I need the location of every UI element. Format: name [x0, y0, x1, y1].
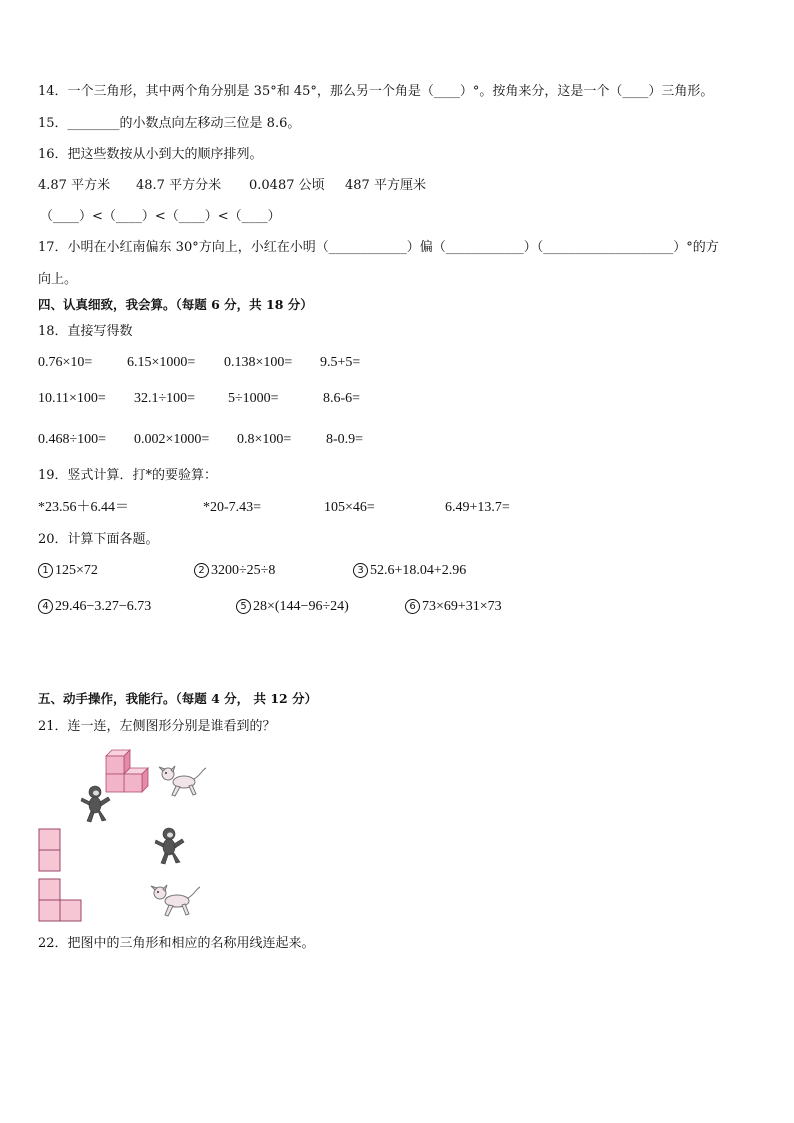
expr-item: [353, 563, 466, 578]
q16-item: 48.7 平方分米: [136, 178, 222, 193]
question-18-title: 18．直接写得数: [38, 324, 133, 339]
expr-text: 73×69+31×73: [422, 599, 502, 614]
expr-text: 29.46−3.27−6.73: [55, 599, 152, 614]
calc-item: 0.76×10=: [38, 355, 93, 370]
circled-number: 3: [353, 563, 368, 578]
expr-item: [38, 599, 151, 614]
q16-item: 487 平方厘米: [345, 178, 426, 193]
expr-text: 28×(144−96÷24): [253, 599, 349, 614]
question-16-title: 16．把这些数按从小到大的顺序排列。: [38, 147, 263, 162]
circled-number: 2: [194, 563, 209, 578]
expr-text: 52.6+18.04+2.96: [370, 563, 467, 578]
circled-number: 1: [38, 563, 53, 578]
question-14: 14．一个三角形，其中两个角分别是 35°和 45°，那么另一个角是（____）°。按角来分，这是一个（____）三角形。: [38, 84, 714, 99]
two-squares-figure: [38, 828, 62, 872]
expr-item: [38, 563, 98, 578]
calc-item: 105×46=: [324, 500, 375, 515]
calc-item: 5÷1000=: [228, 391, 279, 406]
expr-item: [194, 563, 275, 578]
dog-icon: [158, 762, 208, 800]
monkey-icon: [80, 784, 114, 824]
calc-item: 6.15×1000=: [127, 355, 196, 370]
calc-item: 9.5+5=: [320, 355, 361, 370]
calc-item: 0.468÷100=: [38, 432, 107, 447]
expr-item: [236, 599, 349, 614]
question-22-title: 22．把图中的三角形和相应的名称用线连起来。: [38, 936, 315, 951]
calc-item: 10.11×100=: [38, 391, 106, 406]
calc-item: 8-0.9=: [326, 432, 364, 447]
calc-item: *23.56＋6.44＝: [38, 500, 129, 515]
calc-item: 8.6-6=: [323, 391, 361, 406]
expr-item: [405, 599, 502, 614]
calc-item: *20-7.43=: [203, 500, 262, 515]
calc-item: 0.002×1000=: [134, 432, 210, 447]
q16-item: 0.0487 公顷: [249, 178, 325, 193]
circled-number: 5: [236, 599, 251, 614]
section-4-heading: 四、认真细致，我会算。（每题 6 分，共 18 分）: [38, 297, 313, 312]
circled-number: 6: [405, 599, 420, 614]
circled-number: 4: [38, 599, 53, 614]
question-15: 15．________的小数点向左移动三位是 8.6。: [38, 116, 301, 131]
calc-item: 0.138×100=: [224, 355, 293, 370]
question-17-line2: 向上。: [38, 272, 78, 287]
monkey-icon: [152, 826, 186, 866]
expr-text: 3200÷25÷8: [211, 563, 276, 578]
dog-icon: [150, 880, 202, 920]
section-5-heading: 五、动手操作，我能行。（每题 4 分， 共 12 分）: [38, 691, 318, 706]
calc-item: 32.1÷100=: [134, 391, 196, 406]
question-17-line1: 17．小明在小红南偏东 30°方向上，小红在小明（____________）偏（____________）（____________________）°的方: [38, 240, 719, 255]
calc-item: 0.8×100=: [237, 432, 292, 447]
question-19-title: 19．竖式计算．打*的要验算：: [38, 468, 218, 483]
l-shape-figure: [38, 878, 84, 922]
question-20-title: 20．计算下面各题。: [38, 532, 159, 547]
expr-text: 125×72: [55, 563, 98, 578]
calc-item: 6.49+13.7=: [445, 500, 510, 515]
q16-item: 4.87 平方米: [38, 178, 111, 193]
question-21-title: 21．连一连，左侧图形分别是谁看到的？: [38, 719, 276, 734]
q16-blanks: （____）<（____）<（____）<（____）: [40, 209, 281, 224]
